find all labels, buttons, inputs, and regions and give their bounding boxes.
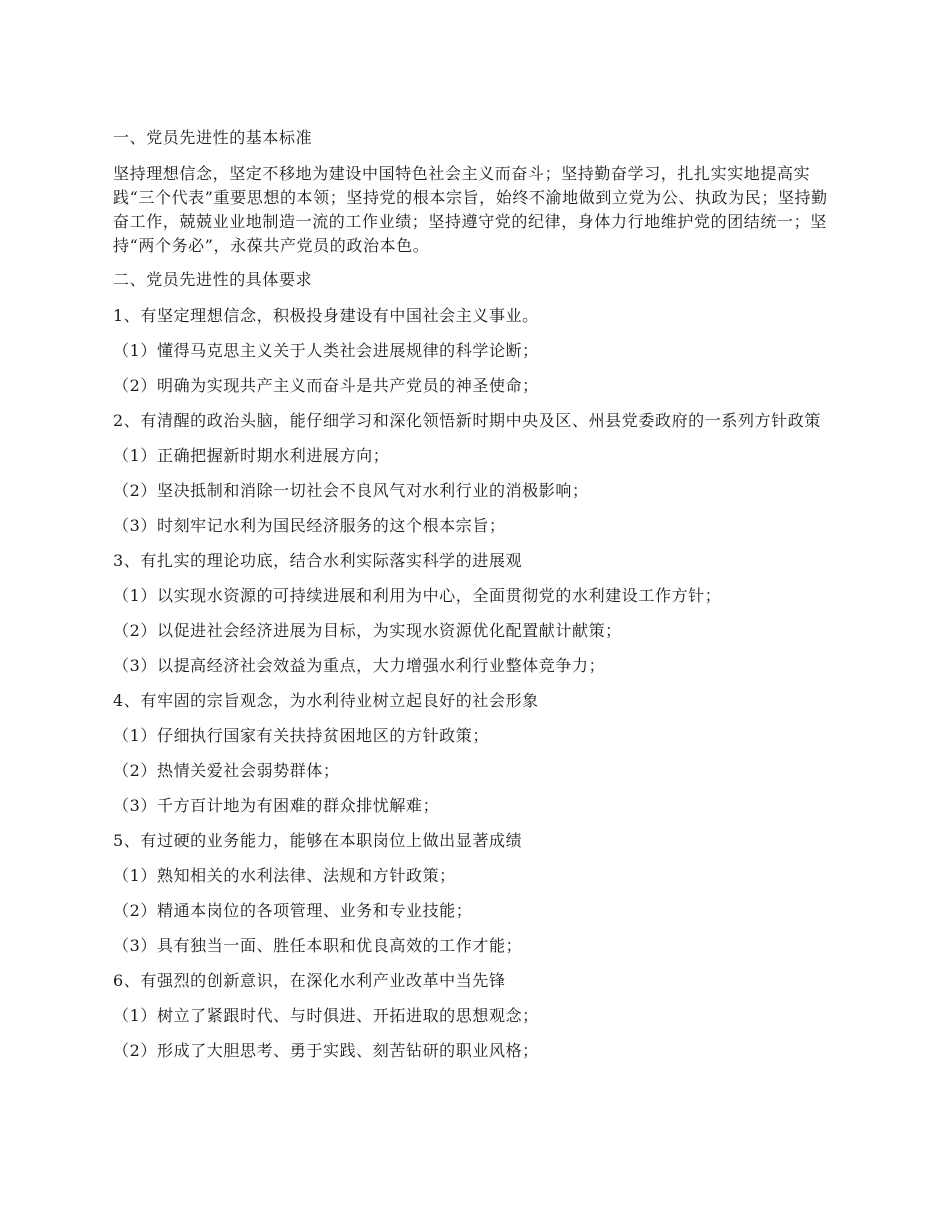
requirement-6-point-1: （1）树立了紧跟时代、与时俱进、开拓进取的思想观念； <box>113 1006 539 1025</box>
document-body <box>113 126 843 1074</box>
requirement-2-point-2: （2）坚决抵制和消除一切社会不良风气对水利行业的消极影响； <box>113 481 589 500</box>
section-heading-2: 二、党员先进性的具体要求 <box>113 270 313 289</box>
requirement-4-point-1: （1）仔细执行国家有关扶持贫困地区的方针政策； <box>113 726 489 745</box>
section-heading-1: 一、党员先进性的基本标准 <box>113 128 313 147</box>
requirement-5-point-3: （3）具有独当一面、胜任本职和优良高效的工作才能； <box>113 936 523 955</box>
requirement-5-point-1: （1）熟知相关的水利法律、法规和方针政策； <box>113 866 456 885</box>
requirement-3-point-1: （1）以实现水资源的可持续进展和利用为中心，全面贯彻党的水利建设工作方针； <box>113 586 722 605</box>
requirement-1: 1、有坚定理想信念，积极投身建设有中国社会主义事业。 <box>113 306 539 325</box>
requirement-6-point-2: （2）形成了大胆思考、勇于实践、刻苦钻研的职业风格； <box>113 1041 539 1060</box>
requirement-4: 4、有牢固的宗旨观念，为水利待业树立起良好的社会形象 <box>113 691 539 710</box>
requirement-3-point-2: （2）以促进社会经济进展为目标，为实现水资源优化配置献计献策； <box>113 621 622 640</box>
requirement-5-point-2: （2）精通本岗位的各项管理、业务和专业技能； <box>113 901 473 920</box>
requirement-3: 3、有扎实的理论功底，结合水利实际落实科学的进展观 <box>113 551 523 570</box>
requirement-2: 2、有清醒的政治头脑，能仔细学习和深化领悟新时期中央及区、州县党委政府的一系列方针政策 <box>113 411 821 430</box>
standard-paragraph: 坚持理想信念，坚定不移地为建设中国特色社会主义而奋斗；坚持勤奋学习，扎扎实实地提高实践“三个代表”重要思想的本领；坚持党的根本宗旨，始终不渝地做到立党为公、执政为民；坚持勤奋工作，兢兢业业地制造一流的工作业绩；坚持遵守党的纪律，身体力行地维护党的团结统一；坚持“两个务必”，永葆共产党员的政治本色。 <box>113 164 828 255</box>
requirement-4-point-3: （3）千方百计地为有困难的群众排忧解难； <box>113 796 440 815</box>
requirement-5: 5、有过硬的业务能力，能够在本职岗位上做出显著成绩 <box>113 831 523 850</box>
requirement-1-point-1: （1）懂得马克思主义关于人类社会进展规律的科学论断； <box>113 341 539 360</box>
requirement-1-point-2: （2）明确为实现共产主义而奋斗是共产党员的神圣使命； <box>113 376 539 395</box>
requirement-2-point-3: （3）时刻牢记水利为国民经济服务的这个根本宗旨； <box>113 516 506 535</box>
requirement-2-point-1: （1）正确把握新时期水利进展方向； <box>113 446 390 465</box>
requirement-3-point-3: （3）以提高经济社会效益为重点，大力增强水利行业整体竞争力； <box>113 656 606 675</box>
requirement-6: 6、有强烈的创新意识，在深化水利产业改革中当先锋 <box>113 971 506 990</box>
requirement-4-point-2: （2）热情关爱社会弱势群体； <box>113 761 340 780</box>
